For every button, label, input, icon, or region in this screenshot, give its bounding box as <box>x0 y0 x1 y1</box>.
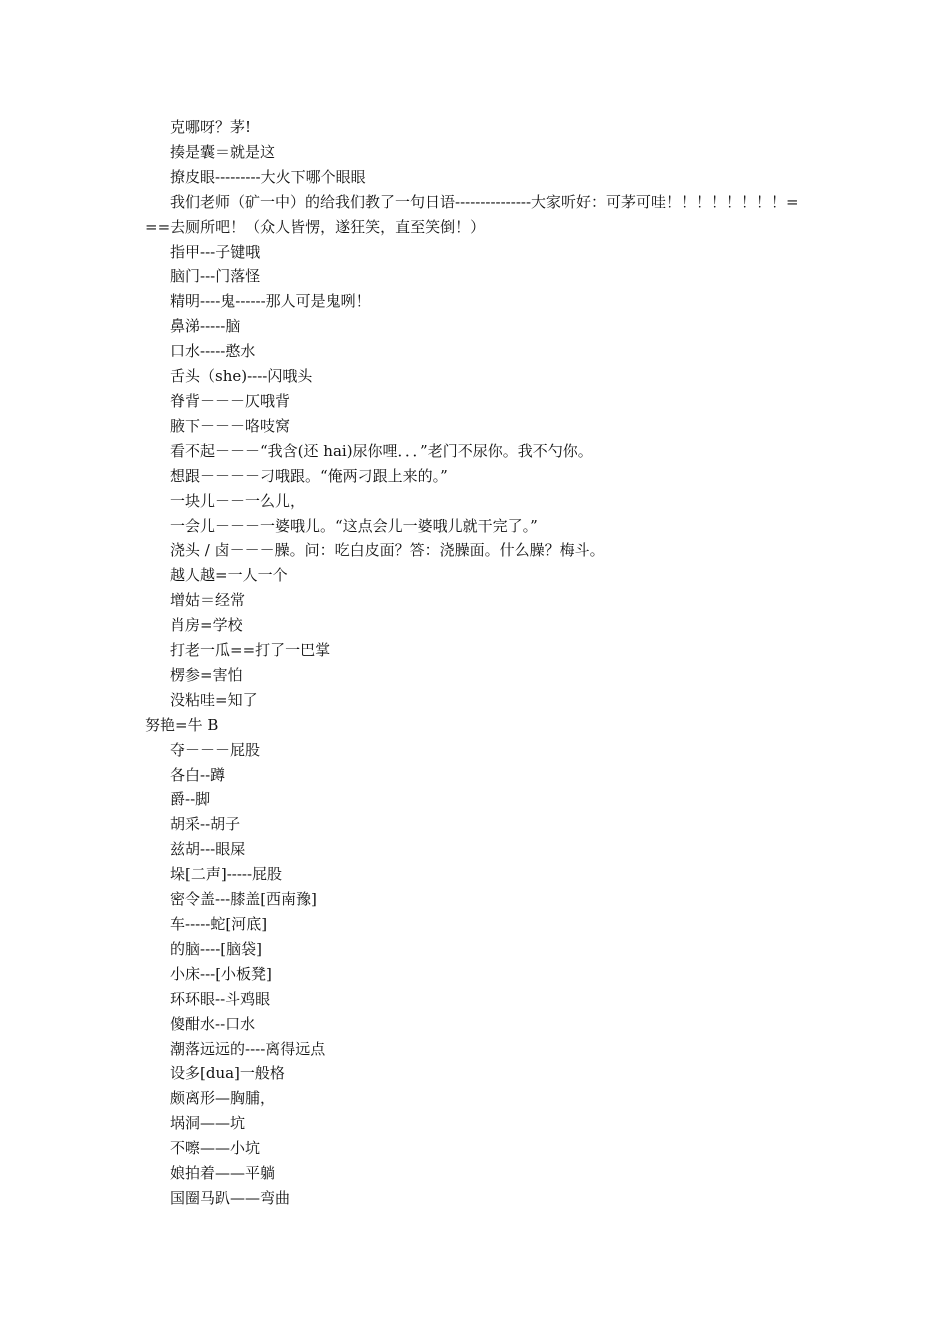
text-line: 克哪呀？茅! <box>170 118 252 136</box>
text-line: 娘拍着——平躺 <box>170 1164 276 1183</box>
text-line: 的脑----[脑袋] <box>170 939 262 958</box>
text-line: 设多[dua]一般格 <box>170 1064 285 1083</box>
text-line: 兹胡---眼屎 <box>170 840 246 859</box>
text-line: 打老一瓜==打了一巴掌 <box>170 641 331 660</box>
text-line: 看不起－－－“我含(还 hai)尿你哩．．．”老门不尿你。我不勺你。 <box>170 441 593 460</box>
text-line: 一会儿－－－一婆哦儿。“这点会儿一婆哦儿就干完了。” <box>170 516 538 535</box>
text-line: 腋下－－－咯吱窝 <box>170 416 291 435</box>
text-line: 没粘哇=知了 <box>170 690 258 709</box>
text-line: 脊背－－－仄哦背 <box>170 391 291 410</box>
text-line: 脑门---门落怪 <box>170 267 261 286</box>
text-paragraph: 我们老师（矿一中）的给我们教了一句日语---------------大家听好：可茅可哇！！！！！！！！===去厕所吧！（众人皆愣，遂狂笑，直至笑倒！） <box>145 192 799 236</box>
text-line: 小床---[小板凳] <box>170 964 272 983</box>
text-line: 撩皮眼---------大火下哪个眼眼 <box>170 167 366 186</box>
text-line: 潮落远远的----离得远点 <box>170 1039 326 1058</box>
text-line: 颇离形—胸脯， <box>170 1089 276 1108</box>
text-line: 舌头（she)----闪哦头 <box>170 367 313 386</box>
text-line: 胡采--胡子 <box>170 815 241 834</box>
text-line: 肖房=学校 <box>170 616 243 635</box>
text-line: 揍是囊＝就是这 <box>170 142 276 161</box>
text-line: 各白--蹲 <box>170 765 226 784</box>
text-line: 车-----蛇[河底] <box>170 915 268 933</box>
text-line: 爵--脚 <box>170 790 211 809</box>
text-line: 指甲---子键哦 <box>170 242 261 261</box>
text-line: 国圈马趴——弯曲 <box>170 1188 291 1207</box>
text-line: 环环眼--斗鸡眼 <box>170 989 271 1008</box>
text-line: 楞参=害怕 <box>170 665 243 684</box>
text-line: 想跟－－－－刁哦跟。“俺两刁跟上来的。” <box>170 466 448 485</box>
document-body <box>145 115 805 1211</box>
text-line-unindented: 努艳=牛 B <box>145 715 219 734</box>
text-line: 浇头 / 卤－－－臊。问：吃白皮面？答：浇臊面。什么臊？梅斗。 <box>170 541 605 560</box>
text-line: 越人越=一人一个 <box>170 566 288 585</box>
text-line: 鼻涕-----脑 <box>170 317 241 336</box>
text-line: 不嚓——小坑 <box>170 1139 261 1158</box>
text-line: 夺－－－屁股 <box>170 740 261 759</box>
text-line: 增姑＝经常 <box>170 591 246 610</box>
text-line: 密令盖---膝盖[西南豫] <box>170 890 317 909</box>
text-line: 精明----鬼------那人可是鬼咧！ <box>170 292 371 311</box>
text-line: 一块儿－－一么儿， <box>170 491 306 510</box>
text-line: 口水-----憨水 <box>170 342 256 361</box>
text-line: 傻酣水--口水 <box>170 1014 256 1033</box>
text-line: 埚洞——坑 <box>170 1114 246 1133</box>
text-line: 垛[二声]-----屁股 <box>170 865 283 884</box>
